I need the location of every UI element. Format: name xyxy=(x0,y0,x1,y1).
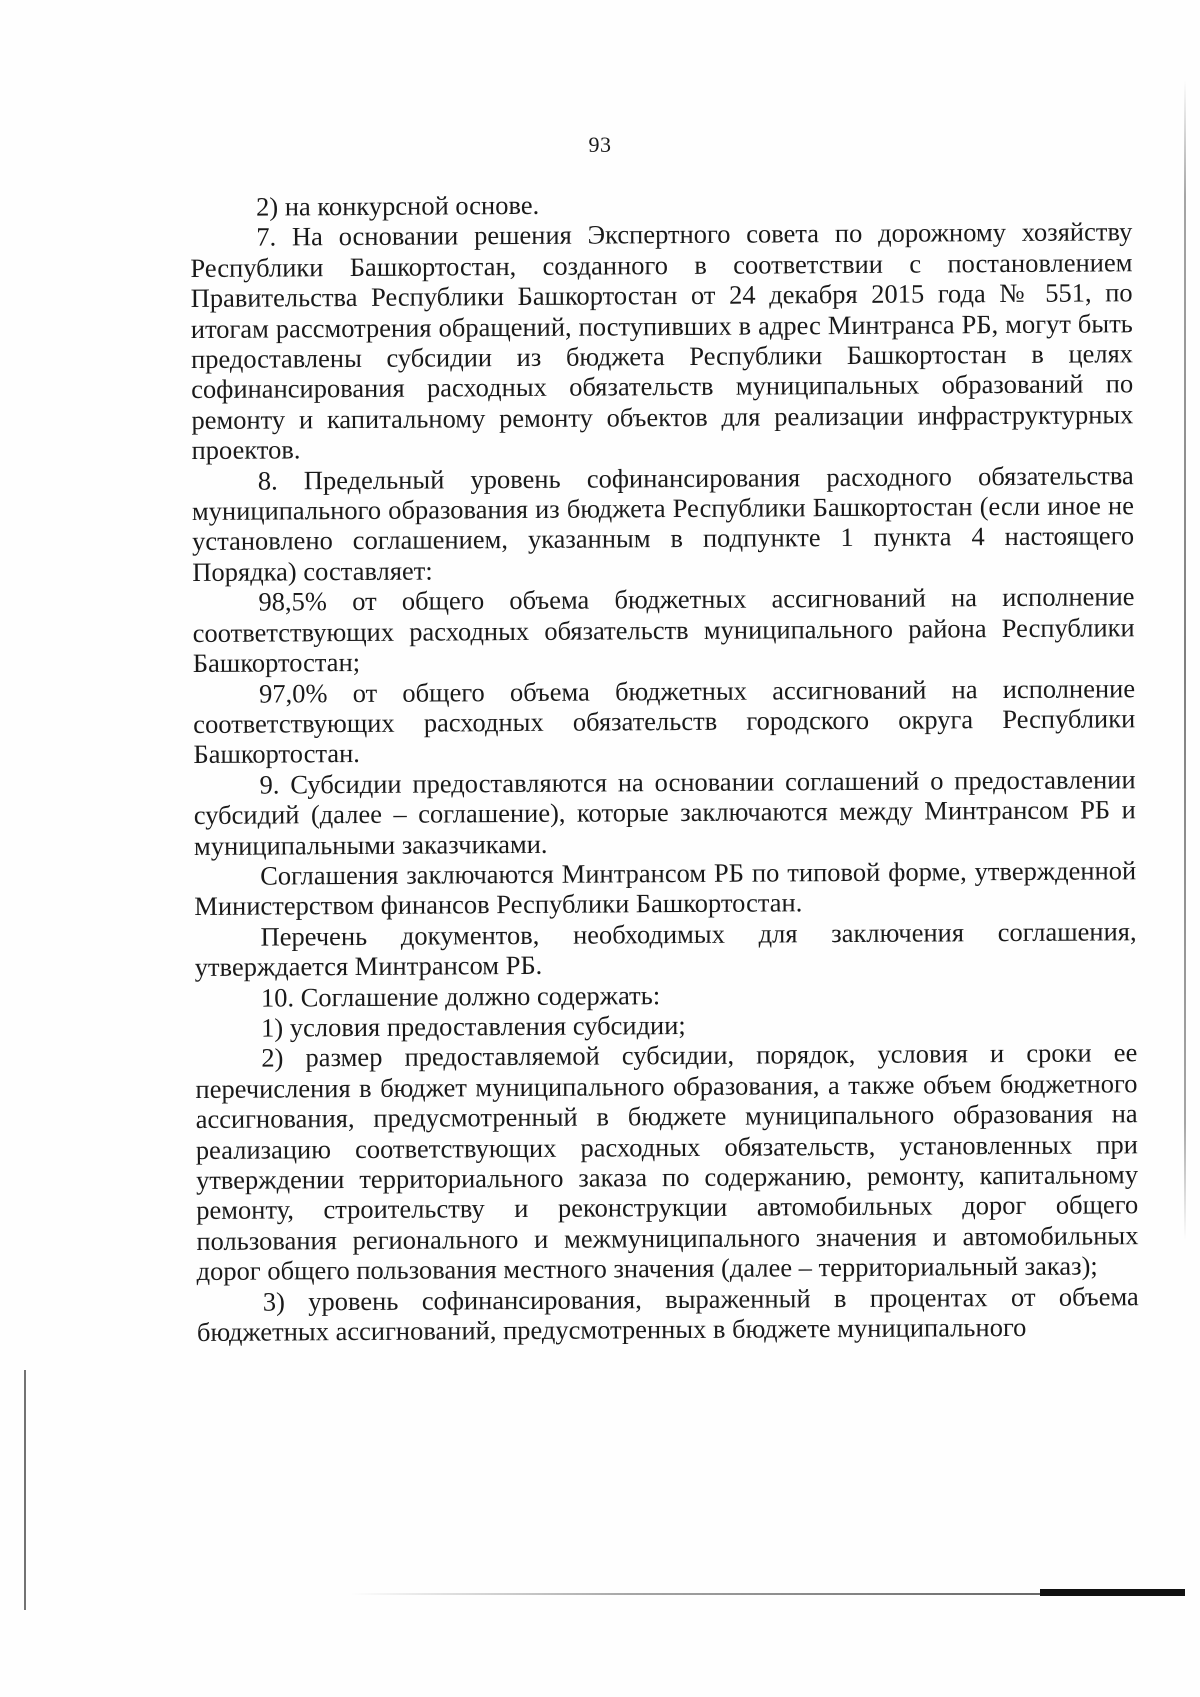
paragraph-clause-10: 10. Соглашение должно содержать: xyxy=(260,979,661,1013)
paragraph-documents-list: Перечень документов, необходимых для заключения соглашения, утверждается Минтрансом РБ. xyxy=(194,915,1137,983)
scan-bottom-line xyxy=(350,1593,1050,1595)
paragraph-clause-9: 9. Субсидии предоставляются на основании соглашений о предоставлении субсидий (далее – соглашение), которые заключаются между Минтрансом РБ и муниципальными заказчиками. xyxy=(193,763,1136,861)
paragraph-clause-8: 8. Предельный уровень софинансирования расходного обязательства муниципального образования из бюджета Республики Башкортостан (если иное не установлено соглашением, указанным в подпункте 1 пункта 4 настоящего Порядка) составляет: xyxy=(191,459,1135,587)
scan-bottom-bar xyxy=(1040,1589,1185,1596)
paragraph-item-2-amount: 2) размер предоставляемой субсидии, порядок, условия и сроки ее перечисления в бюджет муниципального образования, а также объем бюджетного ассигнования, предусмотренный в бюджете муниципального образования на реализацию соответствующих расходных обязательств, установленных при утверждении территориального заказа по содержанию, ремонту, капитальному ремонту, строительству и реконструкции автомобильных дорог общего пользования регионального и межмуниципального значения и автомобильных дорог общего пользования местного значения (далее – территориальный заказ); xyxy=(195,1037,1139,1287)
paragraph-item-3-level: 3) уровень софинансирования, выраженный в процентах от объема бюджетных ассигнований, предусмотренных в бюджете муниципального xyxy=(196,1280,1139,1348)
page-number: 93 xyxy=(588,132,612,157)
paragraph-clause-7: 7. На основании решения Экспертного совета по дорожному хозяйству Республики Башкортостан, созданного в соответствии с постановлением Правительства Республики Башкортостан от 24 декабря 2015 года № 551, по итогам рассмотрения обращений, поступивших в адрес Минтранса РБ, могут быть предоставлены субсидии из бюджета Республики Башкортостан в целях софинансирования расходных обязательств муниципальных образований по ремонту и капитальному ремонту объектов для реализации инфраструктурных проектов. xyxy=(190,216,1134,466)
document-body xyxy=(190,186,1139,1347)
paragraph-item-1-conditions: 1) условия предоставления субсидии; xyxy=(261,1009,686,1043)
paragraph-item-2: 2) на конкурсной основе. xyxy=(255,189,540,222)
scan-edge-left xyxy=(24,1370,26,1610)
scan-edge-right xyxy=(1184,80,1186,1240)
paragraph-agreements-form: Соглашения заключаются Минтрансом РБ по типовой форме, утвержденной Министерством финансов Республики Башкортостан. xyxy=(194,855,1137,922)
paragraph-rate-district: 98,5% от общего объема бюджетных ассигнований на исполнение соответствующих расходных обязательств муниципального района Республики Башкортостан; xyxy=(192,581,1135,679)
paragraph-rate-city: 97,0% от общего объема бюджетных ассигнований на исполнение соответствующих расходных обязательств городского округа Республики Башкортостан. xyxy=(193,672,1136,770)
